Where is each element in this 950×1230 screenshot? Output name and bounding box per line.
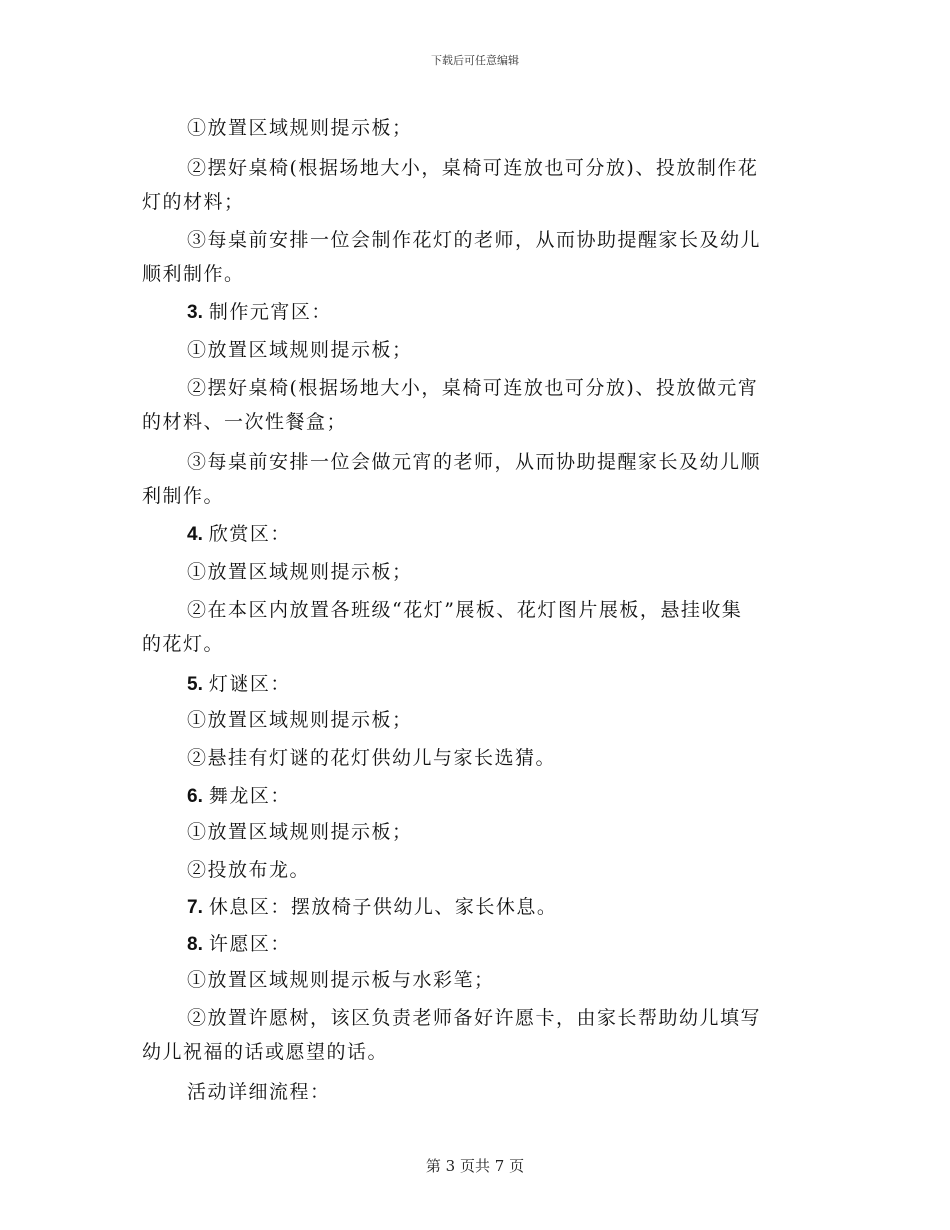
text-line: 幼儿祝福的话或愿望的话。 — [142, 1041, 389, 1063]
section-heading: 7. 休息区：摆放椅子供幼儿、家长休息。 — [187, 896, 558, 918]
text-line: ②摆好桌椅(根据场地大小，桌椅可连放也可分放)、投放制作花 — [187, 157, 759, 179]
section-heading: 3. 制作元宵区： — [187, 301, 332, 323]
text-line: ①放置区域规则提示板； — [187, 117, 413, 139]
text-line: ②在本区内放置各班级“花灯”展板、花灯图片展板，悬挂收集 — [187, 599, 743, 621]
text-line: ②放置许愿树，该区负责老师备好许愿卡，由家长帮助幼儿填写 — [187, 1007, 762, 1029]
text-line: ①放置区域规则提示板； — [187, 709, 413, 731]
section-heading: 6. 舞龙区： — [187, 785, 291, 807]
text-line: 利制作。 — [142, 485, 225, 507]
section-number: 6. — [187, 786, 203, 807]
text-line: 活动详细流程： — [187, 1081, 331, 1103]
page-header: 下载后可任意编辑 — [431, 54, 519, 67]
section-heading: 5. 灯谜区： — [187, 673, 291, 695]
section-number: 4. — [187, 524, 203, 545]
text-line: ①放置区域规则提示板； — [187, 821, 413, 843]
text-line: ③每桌前安排一位会做元宵的老师，从而协助提醒家长及幼儿顺 — [187, 451, 762, 473]
text-line: 顺利制作。 — [142, 263, 245, 285]
section-number: 3. — [187, 302, 203, 323]
text-line: 的花灯。 — [142, 633, 225, 655]
section-number: 7. — [187, 897, 203, 918]
text-line: ①放置区域规则提示板； — [187, 339, 413, 361]
text-line: ①放置区域规则提示板； — [187, 561, 413, 583]
section-heading: 4. 欣赏区： — [187, 523, 291, 545]
text-line: ②悬挂有灯谜的花灯供幼儿与家长选猜。 — [187, 747, 557, 769]
text-line: ②摆好桌椅(根据场地大小，桌椅可连放也可分放)、投放做元宵 — [187, 377, 759, 399]
text-line: 灯的材料； — [142, 191, 245, 213]
page-footer: 第 3 页共 7 页 — [425, 1157, 525, 1175]
text-line: ②投放布龙。 — [187, 859, 311, 881]
text-line: ③每桌前安排一位会制作花灯的老师，从而协助提醒家长及幼儿 — [187, 229, 762, 251]
section-number: 5. — [187, 674, 203, 695]
section-number: 8. — [187, 934, 203, 955]
section-heading: 8. 许愿区： — [187, 933, 291, 955]
text-line: 的材料、一次性餐盒； — [142, 411, 348, 433]
text-line: ①放置区域规则提示板与水彩笔； — [187, 969, 495, 991]
